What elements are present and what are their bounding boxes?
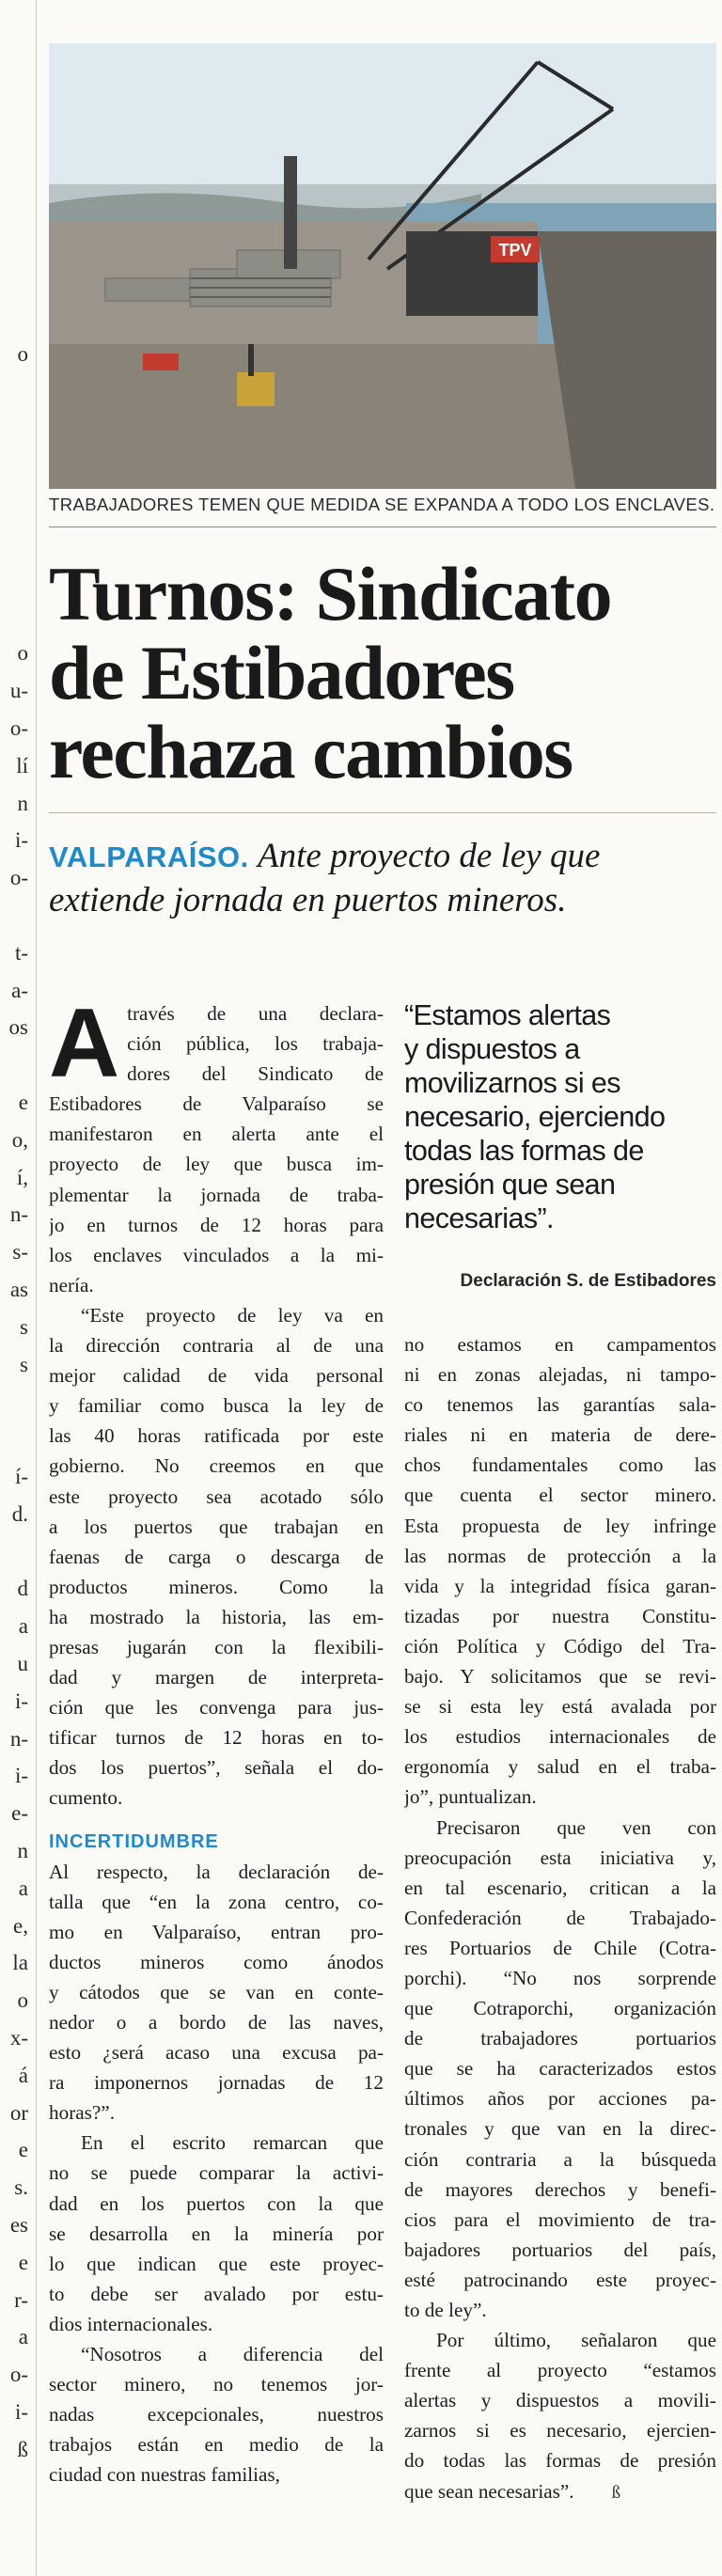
quote-line: movilizarnos si es <box>404 1067 620 1099</box>
quote-line: todas las formas de <box>404 1135 644 1167</box>
svg-text:TPV: TPV <box>498 241 532 259</box>
quote-line: necesarias”. <box>404 1202 554 1234</box>
body-line: cios para el movimiento de tra- <box>404 2207 716 2231</box>
fragment-text: e- <box>11 1801 28 1826</box>
body-line: horas?”. <box>49 2101 115 2125</box>
body-line: en tal escenario, critican a la <box>404 1876 716 1899</box>
fragment-text: o- <box>9 716 28 740</box>
body-line: zarnos si es necesario, ejercien- <box>404 2419 716 2442</box>
body-line: dios internacionales. <box>49 2312 213 2335</box>
body-line: dad y margen de interpreta- <box>49 1666 384 1689</box>
body-line: mejor calidad de vida personal <box>49 1364 384 1388</box>
fragment-text: lí <box>16 753 28 778</box>
body-line: alertas y dispuestos a movili- <box>404 2389 716 2412</box>
fragment-text: o, <box>11 1127 28 1152</box>
dek-text: Ante proyecto de ley que <box>258 837 601 875</box>
body-line: Esta propuesta de ley infringe <box>404 1514 716 1537</box>
body-line: nadas excepcionales, nuestros <box>49 2403 384 2427</box>
body-line: lo que indican que este proyec- <box>49 2252 384 2275</box>
fragment-text: n- <box>9 1202 28 1227</box>
body-line: Estibadores de Valparaíso se <box>49 1092 384 1116</box>
fragment-text: e <box>18 1091 28 1114</box>
fragment-text: n <box>17 1839 28 1862</box>
body-line: Precisaron que ven con <box>436 1815 716 1839</box>
body-line: faenas de carga o descarga de <box>49 1545 384 1568</box>
body-line: res Portuarios de Chile (Cotra- <box>404 1936 716 1959</box>
body-line: este proyecto sea acotado sólo <box>49 1484 384 1508</box>
body-line: productos mineros. Como la <box>49 1575 384 1598</box>
quote-source: Declaración S. de Estibadores <box>460 1271 716 1291</box>
body-line: gobierno. No creemos en que <box>49 1454 384 1478</box>
body-line: co tenemos las garantías sala- <box>404 1393 716 1417</box>
body-line: jo en turnos de 12 horas para <box>49 1213 384 1236</box>
body-line: En el escrito remarcan que <box>81 2131 384 2155</box>
quote-line: necesario, ejerciendo <box>404 1101 666 1133</box>
body-line: tificar turnos de 12 horas en to- <box>49 1726 384 1750</box>
body-line: los enclaves vinculados a la mi- <box>49 1243 384 1266</box>
body-line: esto ¿será acaso una excusa pa- <box>49 2041 384 2065</box>
body-line: ductos mineros como ánodos <box>49 1950 384 1973</box>
body-line: presas jugarán con la flexibili- <box>49 1635 384 1658</box>
fragment-text: s- <box>12 1240 28 1264</box>
fragment-text: a <box>18 2325 28 2349</box>
headline-rule <box>49 812 716 813</box>
body-line: Al respecto, la declaración de- <box>49 1860 384 1883</box>
body-line: “Nosotros a diferencia del <box>81 2343 384 2366</box>
body-line: jo”, puntualizan. <box>404 1785 537 1809</box>
fragment-text: r- <box>14 2287 28 2312</box>
fragment-text: d <box>17 1577 28 1601</box>
fragment-text: e <box>18 2138 28 2162</box>
quote-line: “Estamos alertas <box>404 999 611 1031</box>
body-line: que cuenta el sector minero. <box>404 1484 716 1507</box>
quote-line: presión que sean <box>404 1169 616 1201</box>
fragment-text: d. <box>11 1501 28 1526</box>
fragment-text: o <box>17 1988 28 2013</box>
quote-line: y dispuestos a <box>404 1033 580 1065</box>
fragment-text: s <box>20 1352 28 1376</box>
body-line: Confederación de Trabajado- <box>404 1906 716 1929</box>
body-line: y cátodos que se van en conte- <box>49 1980 384 2003</box>
fragment-text: u- <box>9 679 28 703</box>
body-line: no estamos en campamentos <box>404 1333 716 1356</box>
body-line: la dirección contraria al de una <box>49 1334 384 1358</box>
body-line: plementar la jornada de traba- <box>49 1183 384 1206</box>
body-line: últimos años por acciones pa- <box>404 2087 716 2111</box>
fragment-text: x- <box>9 2026 28 2050</box>
location-tag: VALPARAÍSO. <box>49 840 249 873</box>
body-line: chos fundamentales como las <box>404 1453 716 1477</box>
body-line: tronales y que van en la direc- <box>404 2117 716 2141</box>
fragment-text: i- <box>14 828 28 853</box>
body-line: proyecto de ley que busca im- <box>49 1153 384 1176</box>
body-line: ción que les convenga para jus- <box>49 1696 384 1720</box>
fragment-text: i- <box>14 2400 28 2424</box>
subheadline <box>49 835 716 922</box>
body-line: vida y la integridad física garan- <box>404 1574 716 1597</box>
body-line: riales ni en materia de dere- <box>404 1423 716 1447</box>
fragment-text: n <box>17 791 28 815</box>
fragment-text: e, <box>13 1913 28 1938</box>
body-line: de trabajadores portuarios <box>404 2027 716 2050</box>
body-line: to debe ser avalado por estu- <box>49 2282 384 2305</box>
body-line: nería. <box>49 1273 94 1296</box>
body-line: no se puede comparar la activi- <box>49 2161 384 2185</box>
fragment-text: o- <box>9 866 28 890</box>
fragment-text: os <box>8 1015 28 1040</box>
body-line: ha mostrado la historia, las em- <box>49 1605 384 1628</box>
body-line: bajo. Y solicitamos que se revi- <box>404 1665 716 1689</box>
fragment-text: i- <box>14 1764 28 1788</box>
fragment-text: a <box>18 1876 28 1900</box>
fragment-text: a <box>18 1614 28 1639</box>
fragment-text: a- <box>11 978 28 1002</box>
body-line: se si esta ley está avalada por <box>404 1695 716 1719</box>
body-line: de mayores derechos y benefi- <box>404 2177 716 2201</box>
body-line: se desarrolla en la minería por <box>49 2222 384 2245</box>
fragment-text: s. <box>14 2175 28 2200</box>
body-line: Por último, señalaron que <box>436 2329 716 2352</box>
fragment-text: s <box>20 1314 28 1339</box>
fragment-text: e <box>18 2250 28 2274</box>
body-column-1 <box>49 989 384 2490</box>
fragment-text: t- <box>14 940 28 965</box>
body-line: nedor o a bordo de las naves, <box>49 2011 384 2034</box>
body-line: que se ha caracterizados estos <box>404 2057 716 2081</box>
end-mark-icon: ß <box>611 2482 621 2503</box>
fragment-text: o- <box>9 2363 28 2387</box>
body-line: a los puertos que trabajan en <box>49 1515 384 1538</box>
body-line: cumento. <box>49 1786 123 1810</box>
photo-caption: TRABAJADORES TEMEN QUE MEDIDA SE EXPANDA A TODO LOS ENCLAVES. <box>49 495 715 514</box>
body-line: que Cotraporchi, organización <box>404 1997 716 2020</box>
fragment-text: u <box>17 1652 28 1675</box>
headline <box>49 551 716 794</box>
caption-rule <box>49 526 716 527</box>
body-line: las normas de protección a la <box>404 1544 716 1567</box>
body-line: to de ley”. <box>404 2299 487 2321</box>
body-line: sector minero, no tenemos jor- <box>49 2373 384 2396</box>
fragment-text: ß <box>17 2437 28 2461</box>
body-line: ción Política y Código del Tra- <box>404 1634 716 1657</box>
body-line: través de una declara- <box>127 1002 384 1025</box>
port-photo <box>49 43 716 489</box>
body-line: manifestaron en alerta ante el <box>49 1123 384 1146</box>
body-line: dad en los puertos con la que <box>49 2191 384 2215</box>
fragment-text: n- <box>9 1726 28 1751</box>
headline-line: de Estibadores <box>49 630 514 715</box>
body-line: ción pública, los trabaja- <box>127 1032 384 1056</box>
body-line: bajadores portuarios del país, <box>404 2238 716 2261</box>
body-line: ra imponernos jornadas de 12 <box>49 2071 384 2095</box>
fragment-text: í- <box>14 1465 28 1488</box>
body-line: dores del Sindicato de <box>127 1062 384 1086</box>
body-line: mo en Valparaíso, entran pro- <box>49 1920 384 1943</box>
fragment-text: o <box>17 641 28 666</box>
dek-text: extiende jornada en puertos mineros. <box>49 881 567 919</box>
body-line: ción contraria a la búsqueda <box>404 2147 716 2171</box>
section-subhead: INCERTIDUMBRE <box>49 1830 219 1852</box>
body-line: tizadas por nuestra Constitu- <box>404 1604 716 1627</box>
dropcap: A <box>49 989 120 1098</box>
fragment-text: í, <box>16 1165 28 1189</box>
fragment-text: o <box>17 342 28 366</box>
body-line: los estudios internacionales de <box>404 1725 716 1749</box>
body-line: do todas las formas de presión <box>404 2449 716 2473</box>
body-column-2 <box>404 1329 716 2508</box>
body-line: ciudad con nuestras familias, <box>49 2463 280 2487</box>
body-line: dos los puertos”, señala el do- <box>49 1756 384 1780</box>
body-line: preocupación esta iniciativa y, <box>404 1846 716 1869</box>
body-line: ergonomía y salud en el traba- <box>404 1755 716 1779</box>
body-line: las 40 horas ratificada por este <box>49 1424 384 1448</box>
fragment-text: la <box>12 1951 28 1975</box>
fragment-text: or <box>9 2100 28 2125</box>
body-line: frente al proyecto “estamos <box>404 2359 716 2382</box>
fragment-text: as <box>9 1278 28 1301</box>
body-line: ni en zonas alejadas, ni tampo- <box>404 1363 716 1387</box>
body-line: trabajos están en medio de la <box>49 2433 384 2457</box>
body-line: que sean necesarias”. ß <box>404 2479 621 2503</box>
fragment-text: á <box>18 2063 28 2087</box>
fragment-text: es <box>9 2213 28 2237</box>
column-divider <box>36 0 37 2576</box>
fragment-text: i- <box>14 1689 28 1713</box>
body-line: talla que “en la zona centro, co- <box>49 1890 384 1913</box>
body-line: esté patrocinando este proyec- <box>404 2268 716 2291</box>
body-line: “Este proyecto de ley va en <box>81 1303 384 1327</box>
headline-line: Turnos: Sindicato <box>49 551 612 636</box>
body-line: y familiar como busca la ley de <box>49 1394 384 1418</box>
body-line: porchi). “No nos sorprende <box>404 1966 716 1989</box>
headline-line: rechaza cambios <box>49 709 573 794</box>
port-scene-image <box>49 43 716 489</box>
pull-quote <box>404 998 716 1235</box>
